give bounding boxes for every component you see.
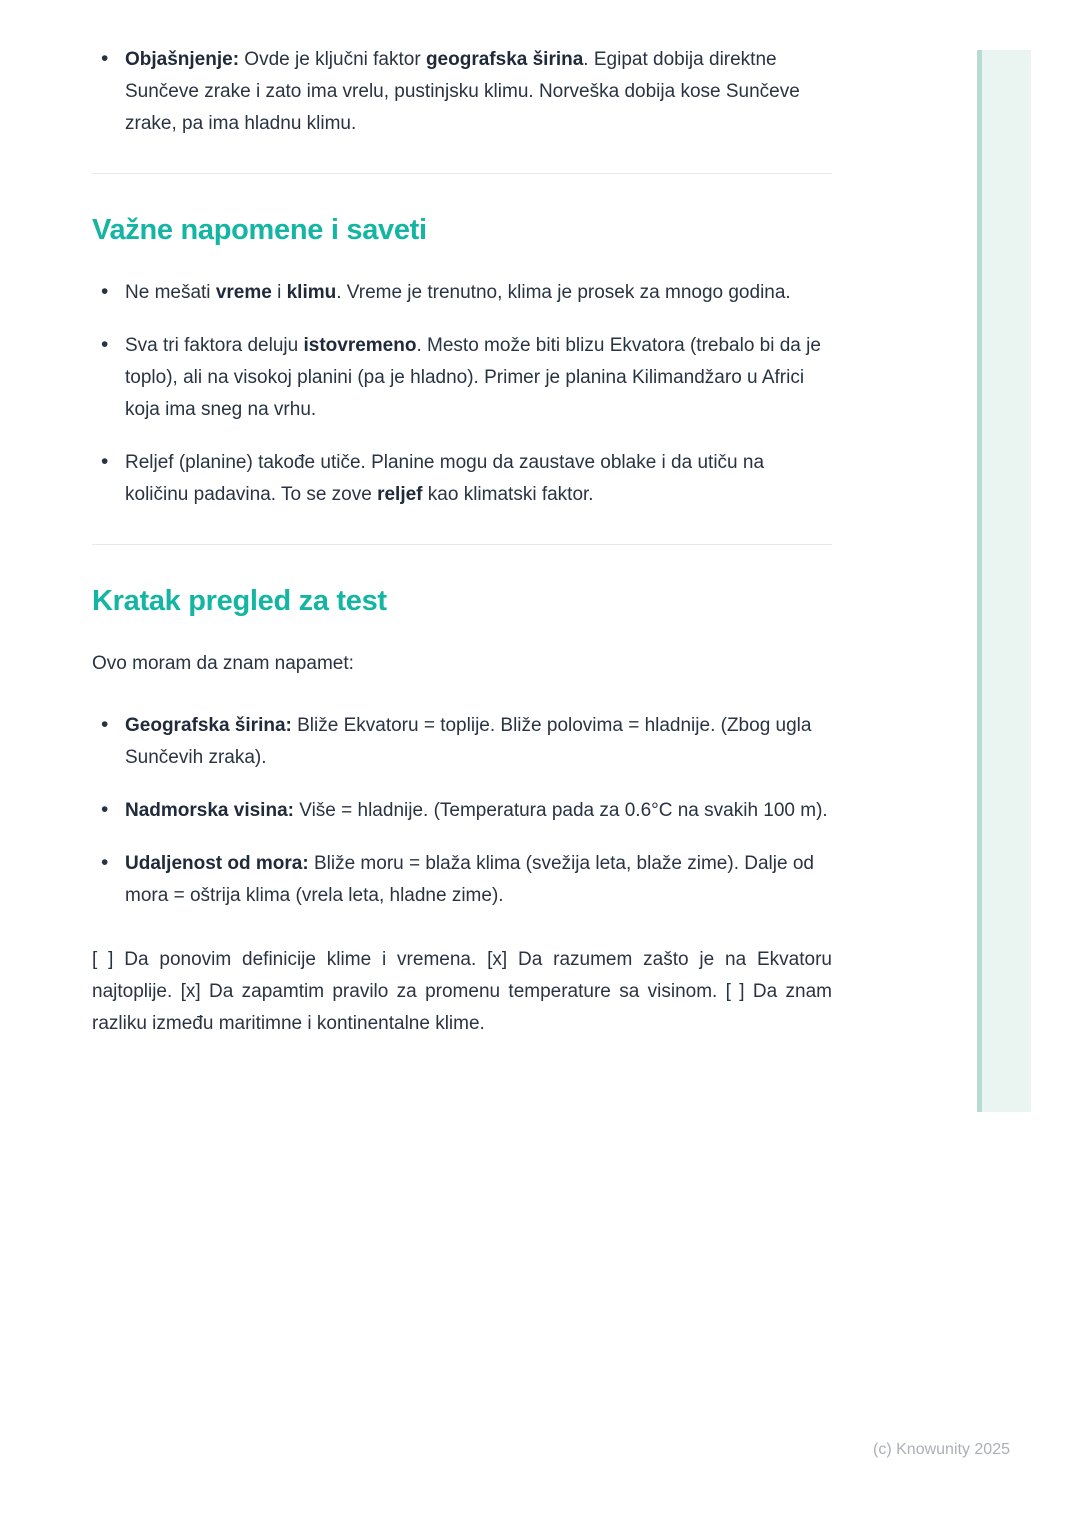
footer-credit: (c) Knowunity 2025 xyxy=(873,1441,1010,1458)
page-content xyxy=(92,44,832,1040)
notes-bullet-list xyxy=(92,277,832,511)
list-item: • Geografska širina: Bliže Ekvatoru = toplije. Bliže polovima = hladnije. (Zbog ugla Sunčevih zraka). xyxy=(92,710,832,774)
review-bullet-list xyxy=(92,710,832,912)
section-title-kratak-pregled: Kratak pregled za test xyxy=(92,585,387,617)
list-item: • Reljef (planine) takođe utiče. Planine mogu da zaustave oblake i da utiču na količinu padavina. To se zove reljef kao klimatski faktor. xyxy=(92,447,832,511)
list-item: • Objašnjenje: Ovde je ključni faktor geografska širina. Egipat dobija direktne Sunčeve zrake i zato ima vrelu, pustinjsku klimu. Norveška dobija kose Sunčeve zrake, pa ima hladnu klimu. xyxy=(92,44,832,140)
review-intro-paragraph: Ovo moram da znam napamet: xyxy=(92,653,354,674)
section-divider xyxy=(92,544,832,545)
checklist-paragraph: [ ] Da ponovim definicije klime i vremena. [x] Da razumem zašto je na Ekvatoru najtoplije. [x] Da zapamtim pravilo za promenu temperature sa visinom. [ ] Da znam razliku između maritimne i kontinentalne klime. xyxy=(92,949,832,1034)
section-divider xyxy=(92,173,832,174)
section-title-vazne-napomene: Važne napomene i saveti xyxy=(92,214,427,246)
intro-bullet-list xyxy=(92,44,832,140)
page-edge-accent-bar xyxy=(977,50,1031,1112)
list-item: • Sva tri faktora deluju istovremeno. Mesto može biti blizu Ekvatora (trebalo bi da je toplo), ali na visokoj planini (pa je hladno). Primer je planina Kilimandžaro u Africi koja ima sneg na vrhu. xyxy=(92,330,832,426)
list-item: • Nadmorska visina: Više = hladnije. (Temperatura pada za 0.6°C na svakih 100 m). xyxy=(92,795,832,827)
list-item: • Udaljenost od mora: Bliže moru = blaža klima (svežija leta, blaže zime). Dalje od mora = oštrija klima (vrela leta, hladne zime). xyxy=(92,848,832,912)
list-item: • Ne mešati vreme i klimu. Vreme je trenutno, klima je prosek za mnogo godina. xyxy=(92,277,832,309)
